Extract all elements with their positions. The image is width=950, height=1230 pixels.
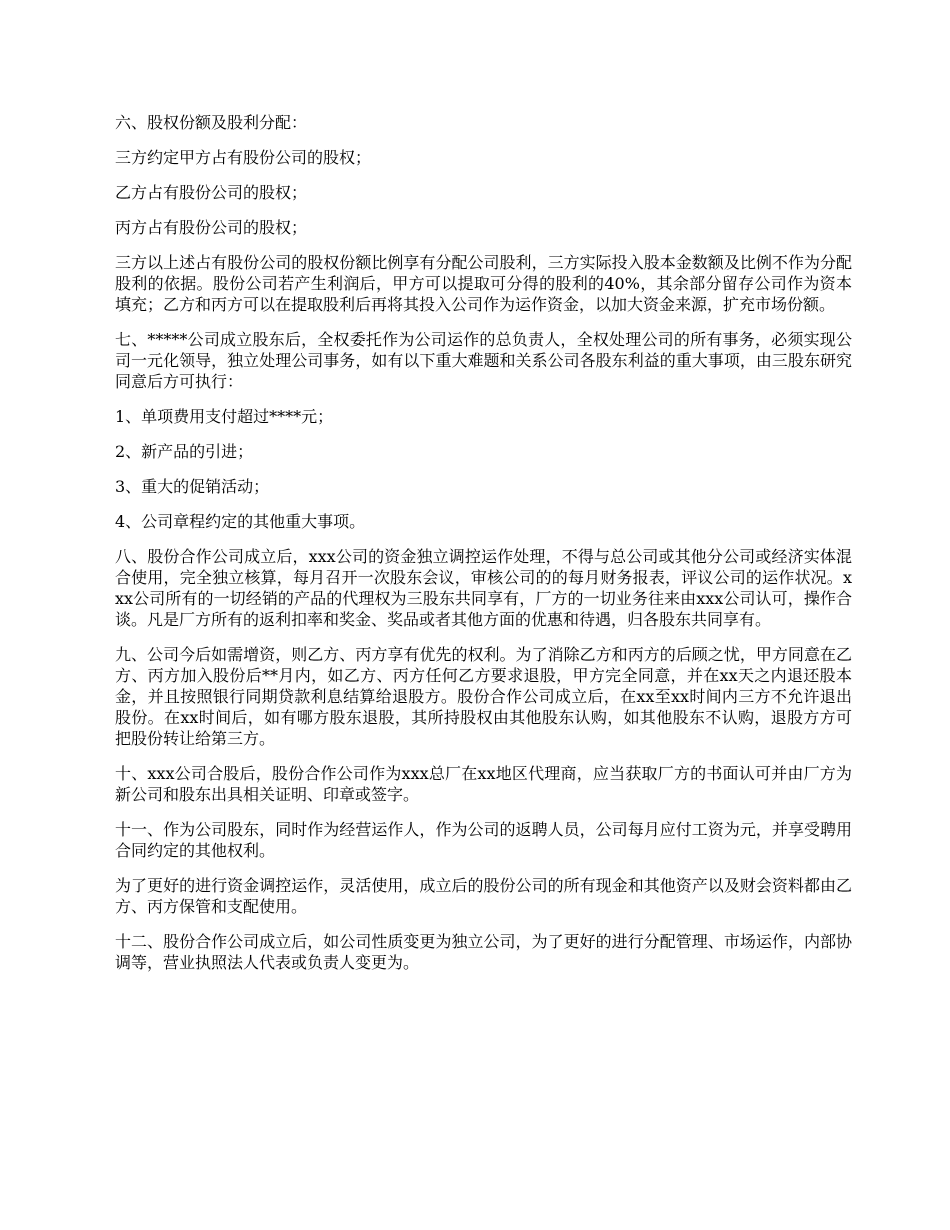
document-body <box>115 112 852 987</box>
section-6-heading: 六、股权份额及股利分配： <box>115 113 308 132</box>
dividend-distribution-paragraph: 三方以上述占有股份公司的股权份额比例享有分配公司股利，三方实际投入股本金数额及比例不作为分配股利的依据。股份公司若产生利润后，甲方可以提取可分得的股利的40%，其余部分留存公司作为资本填充；乙方和丙方可以在提取股利后再将其投入公司作为运作资金，以加大资金来源，扩充市场份额。 <box>115 253 852 314</box>
section-12-paragraph: 十二、股份合作公司成立后，如公司性质变更为独立公司，为了更好的进行分配管理、市场运作，内部协调等，营业执照法人代表或负责人变更为。 <box>115 932 852 972</box>
section-10-paragraph: 十、xxx公司合股后，股份合作公司作为xxx总厂在xx地区代理商，应当获取厂方的书面认可并由厂方为新公司和股东出具相关证明、印章或签字。 <box>115 764 852 804</box>
fund-control-paragraph: 为了更好的进行资金调控运作，灵活使用，成立后的股份公司的所有现金和其他资产以及财会资料都由乙方、丙方保管和支配使用。 <box>115 876 852 916</box>
party-b-share-clause: 乙方占有股份公司的股权； <box>115 183 308 202</box>
section-9-paragraph: 九、公司今后如需增资，则乙方、丙方享有优先的权利。为了消除乙方和丙方的后顾之忧，甲方同意在乙方、丙方加入股份后**月内，如乙方、丙方任何乙方要求退股，甲方完全同意，并在xx天之内退还股本金，并且按照银行同期贷款利息结算给退股方。股份合作公司成立后，在xx至xx时间内三方不允许退出股份。在xx时间后，如有哪方股东退股，其所持股权由其他股东认购，如其他股东不认购，退股方方可把股份转让给第三方。 <box>115 645 852 748</box>
party-a-share-clause: 三方约定甲方占有股份公司的股权； <box>115 148 372 167</box>
section-11-paragraph: 十一、作为公司股东，同时作为经营运作人，作为公司的返聘人员，公司每月应付工资为元，并享受聘用合同约定的其他权利。 <box>115 820 852 860</box>
party-c-share-clause: 丙方占有股份公司的股权； <box>115 218 308 237</box>
list-item-3: 3、重大的促销活动； <box>115 477 270 496</box>
section-7-paragraph: 七、*****公司成立股东后，全权委托作为公司运作的总负责人，全权处理公司的所有事务，必须实现公司一元化领导，独立处理公司事务，如有以下重大难题和关系公司各股东利益的重大事项，由三股东研究同意后方可执行： <box>115 330 852 391</box>
list-item-2: 2、新产品的引进； <box>115 442 254 461</box>
list-item-4: 4、公司章程约定的其他重大事项。 <box>115 512 366 531</box>
list-item-1: 1、单项费用支付超过****元； <box>115 407 334 426</box>
section-8-paragraph: 八、股份合作公司成立后，xxx公司的资金独立调控运作处理，不得与总公司或其他分公司或经济实体混合使用，完全独立核算，每月召开一次股东会议，审核公司的的每月财务报表，评议公司的运作状况。xxx公司所有的一切经销的产品的代理权为三股东共同享有，厂方的一切业务往来由xxx公司认可，操作合谈。凡是厂方所有的返利扣率和奖金、奖品或者其他方面的优惠和待遇，归各股东共同享有。 <box>115 547 852 629</box>
